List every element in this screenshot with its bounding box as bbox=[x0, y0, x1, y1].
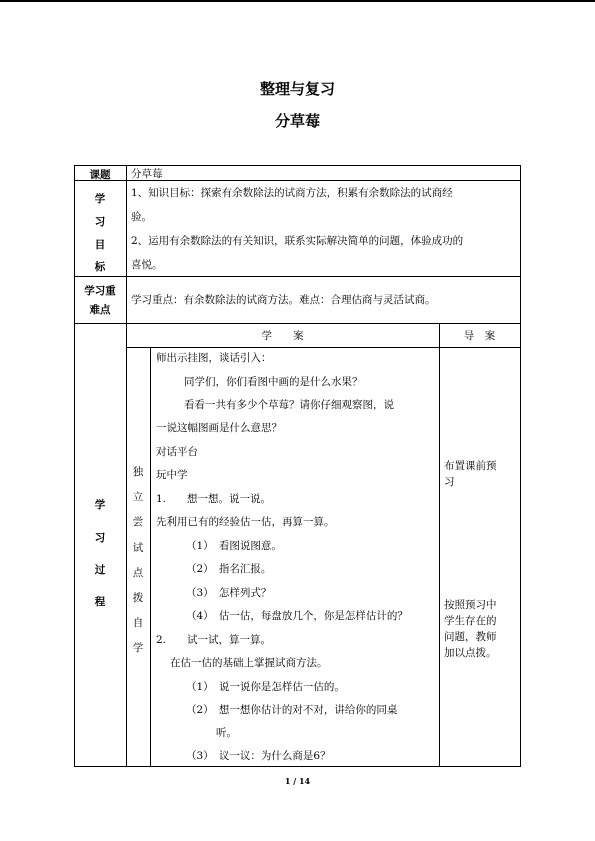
study-plan-header: 学 案 bbox=[261, 330, 304, 342]
process-line: 同学们，你们看图中画的是什么水果？ bbox=[184, 376, 363, 388]
key-value: 学习重点：有余数除法的试商方法。难点：合理估商与灵活试商。 bbox=[131, 294, 436, 306]
table-rule bbox=[126, 347, 521, 348]
process-line: 先利用已有的经验估一估，再算一算。 bbox=[156, 516, 335, 528]
table-border-bottom bbox=[74, 766, 521, 767]
process-line: 2. 试一试，算一算。 bbox=[156, 634, 272, 646]
process-line: （2） 指名汇报。 bbox=[186, 563, 272, 575]
table-rule bbox=[150, 347, 151, 767]
process-line: （3） 议一议：为什么商是6？ bbox=[186, 750, 331, 762]
goal-label-char: 学 bbox=[94, 193, 106, 205]
guide-note-line: 布置课前预 bbox=[444, 460, 497, 472]
guide-note-line: 习 bbox=[444, 476, 455, 488]
guide-note-line: 按照预习中 bbox=[444, 599, 497, 611]
topic-label: 课题 bbox=[89, 169, 111, 181]
process-line: （2） 想一想你估计的对不对，讲给你的同桌 bbox=[186, 704, 398, 716]
process-line: 一说这幅图画是什么意思？ bbox=[156, 422, 282, 434]
self-study-label-char: 学 bbox=[132, 642, 144, 654]
goal-label-char: 习 bbox=[94, 216, 106, 228]
goal-label-char: 标 bbox=[94, 261, 106, 273]
self-study-label-char: 自 bbox=[132, 617, 144, 629]
top-rule bbox=[0, 0, 595, 2]
process-line: （1） 说一说你是怎样估一估的。 bbox=[186, 681, 345, 693]
key-label-line: 难点 bbox=[89, 304, 111, 316]
process-line: 1. 想一想。说一说。 bbox=[156, 493, 272, 505]
process-label-char: 程 bbox=[94, 596, 106, 608]
process-line: （4） 估一估，每盘放几个，你是怎样估计的？ bbox=[186, 610, 408, 622]
page-number: 1 / 14 bbox=[284, 776, 311, 786]
process-line: 看看一共有多少个草莓？请你仔细观察图，说 bbox=[184, 399, 394, 411]
process-line: 在估一估的基础上掌握试商方法。 bbox=[170, 657, 328, 669]
table-border-left bbox=[74, 165, 75, 767]
self-study-label-char: 点 bbox=[132, 567, 144, 579]
goal-line: 验。 bbox=[131, 211, 152, 223]
goal-line: 喜悦。 bbox=[131, 259, 163, 271]
self-study-label-char: 尝 bbox=[132, 516, 144, 528]
process-label-char: 过 bbox=[94, 564, 106, 576]
process-line: 听。 bbox=[216, 727, 237, 739]
process-line: （3） 怎样列式？ bbox=[186, 587, 272, 599]
table-border-right bbox=[520, 165, 521, 767]
self-study-label-char: 试 bbox=[132, 542, 144, 554]
process-line: （1） 看图说图意。 bbox=[186, 540, 282, 552]
table-rule bbox=[74, 276, 521, 277]
process-line: 对话平台 bbox=[156, 446, 198, 458]
guide-note-line: 问题，教师 bbox=[444, 631, 497, 643]
process-label-char: 学 bbox=[94, 499, 106, 511]
guide-note-line: 加以点拨。 bbox=[444, 647, 497, 659]
self-study-label-char: 立 bbox=[132, 491, 144, 503]
self-study-label-char: 独 bbox=[132, 466, 144, 478]
table-rule bbox=[74, 323, 521, 324]
page-title: 整理与复习 bbox=[259, 80, 335, 98]
goal-line: 2、运用有余数除法的有关知识，联系实际解决简单的问题，体验成功的 bbox=[131, 235, 464, 247]
table-rule bbox=[439, 323, 440, 767]
goal-line: 1、知识目标：探索有余数除法的试商方法，积累有余数除法的试商经 bbox=[131, 187, 453, 199]
process-line: 玩中学 bbox=[156, 469, 188, 481]
page-subtitle: 分草莓 bbox=[274, 112, 320, 130]
key-label-line: 学习重 bbox=[84, 285, 116, 297]
self-study-label-char: 拨 bbox=[132, 592, 144, 604]
guide-plan-header: 导 案 bbox=[463, 330, 496, 342]
process-line: 师出示挂图，谈话引入： bbox=[156, 352, 272, 364]
goal-label-char: 目 bbox=[94, 239, 106, 251]
guide-note-line: 学生存在的 bbox=[444, 615, 497, 627]
topic-value: 分草莓 bbox=[131, 168, 163, 180]
table-rule bbox=[126, 165, 127, 767]
process-label-char: 习 bbox=[94, 532, 106, 544]
